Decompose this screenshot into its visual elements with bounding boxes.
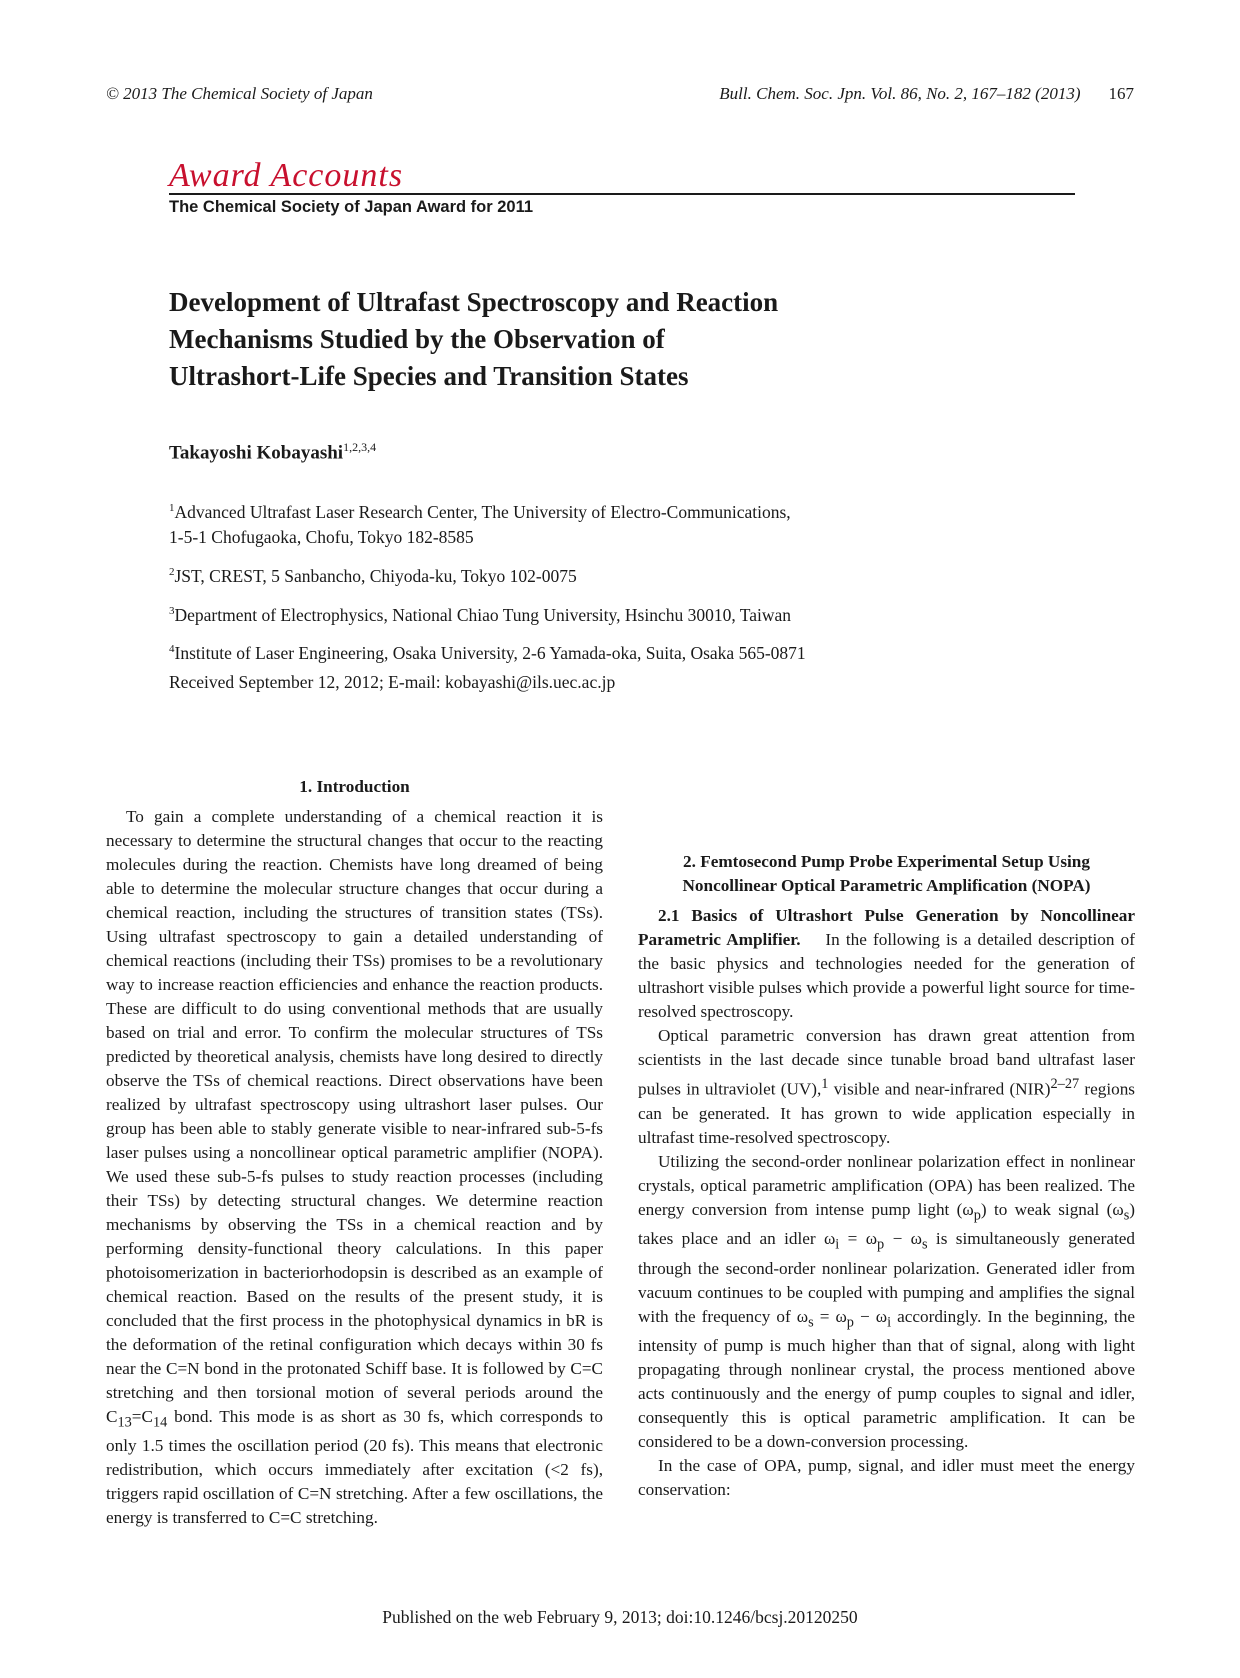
page-number: 167 xyxy=(1108,84,1134,103)
paragraph xyxy=(106,805,603,1530)
title-line: Mechanisms Studied by the Observation of xyxy=(169,324,665,354)
title-line: Development of Ultrafast Spectroscopy and Reaction xyxy=(169,287,779,317)
running-head xyxy=(106,84,1134,104)
affil-text: 1-5-1 Chofugaoka, Chofu, Tokyo 182-8585 xyxy=(169,526,474,547)
paragraph-text: regions can be generated. It has grown to wide application especially in ultrafast time-resolved spectroscopy. xyxy=(638,1079,1135,1147)
paragraph-text: accordingly. In the beginning, the intensity of pump is much higher than that of signal, along with light propagating through nonlinear crystal, the process mentioned above acts continuously and the energy of pump couples to signal and idler, consequently this is optical parametric amplification. It can be considered to be a down-conversion processing. xyxy=(638,1306,1135,1452)
subscript: 13 xyxy=(117,1414,132,1431)
subscript: p xyxy=(846,1314,854,1331)
affiliation xyxy=(169,560,1069,589)
author-affil-marks: 1,2,3,4 xyxy=(343,440,377,454)
paragraph-text: To gain a complete understanding of a chemical reaction it is necessary to determine the structural changes that occur to the reacting molecules during the reaction. Chemists have long dreamed of being able to determine the molecular structure changes that occur during a chemical reaction, including the structures of transition states (TSs). Using ultrafast spectroscopy to gain a detailed understanding of chemical reactions (including their TSs) promises to be a revolutionary way to increase reaction efficiencies and enhance the reaction products. These are difficult to do using conventional methods that are usually based on trial and error. To confirm the molecular structures of TSs predicted by theoretical analysis, chemists have long desired to directly observe the TSs of chemical reactions. Direct observations have been realized by ultrafast spectroscopy using ultrashort laser pulses. Our group has been able to stably generate visible to near-infrared sub-5-fs laser pulses using a noncollinear optical parametric amplifier (NOPA). We used these sub-5-fs pulses to study reaction processes (including their TSs) by detecting structural changes. We determine reaction mechanisms by observing the TSs in a chemical reaction and by performing density-functional theory calculations. In this paper photoisomerization in bacteriorhodopsin is described as an example of chemical reaction. Based on the results of the present study, it is concluded that the first process in the photophysical dynamics in bR is the deformation of the retinal configuration which decays within 30 fs near the C=N bond in the protonated Schiff base. It is followed by C=C stretching and then torsional motion of several periods around the C xyxy=(106,807,603,1426)
subscript: s xyxy=(921,1236,928,1253)
subscript: s xyxy=(808,1314,814,1331)
affiliation xyxy=(169,637,1069,666)
paragraph xyxy=(638,904,1135,1024)
affil-mark: 2 xyxy=(169,565,175,578)
section-heading-line: 2. Femtosecond Pump Probe Experimental Setup Using xyxy=(683,852,1090,871)
affiliation xyxy=(169,496,1069,550)
affil-text: Institute of Laser Engineering, Osaka University, 2-6 Yamada-oka, Suita, Osaka 565-0871 xyxy=(174,643,806,664)
reference-mark: 1 xyxy=(821,1076,829,1092)
affil-mark: 1 xyxy=(169,502,175,514)
award-subtitle: The Chemical Society of Japan Award for 2011 xyxy=(169,198,534,216)
paragraph-text: − ω xyxy=(884,1229,922,1249)
left-column xyxy=(106,763,603,1530)
paper-title xyxy=(169,284,929,395)
paragraph-text: = ω xyxy=(839,1229,878,1249)
paragraph-text: ) takes place and an idler ω xyxy=(638,1199,1135,1249)
subsection-heading: 2.1 Basics of Ultrashort Pulse Generation by Noncollinear Parametric Amplifier. xyxy=(638,906,1135,949)
section-heading xyxy=(638,850,1135,898)
paragraph: In the case of OPA, pump, signal, and idler must meet the energy conservation: xyxy=(638,1456,1135,1500)
subscript: p xyxy=(877,1236,885,1253)
received-line: Received September 12, 2012; E-mail: kobayashi@ils.uec.ac.jp xyxy=(169,672,616,692)
paragraph-text: is simultaneously generated through the second-order nonlinear polarization. Generated idler from vacuum continues to be coupled with pumping and amplifies the signal with the frequency of ω xyxy=(638,1229,1135,1326)
award-banner xyxy=(169,157,1075,217)
paragraph-text: Utilizing the second-order nonlinear polarization effect in nonlinear crystals, optical parametric amplification (OPA) has been realized. The energy conversion from intense pump light (ω xyxy=(638,1151,1135,1219)
subscript: i xyxy=(835,1236,840,1253)
paragraph-text: Optical parametric conversion has drawn great attention from scientists in the last decade since tunable broad band ultrafast laser pulses in ultraviolet (UV), xyxy=(638,1026,1135,1099)
affil-mark: 4 xyxy=(169,643,175,656)
paragraph-text: =C xyxy=(131,1407,153,1426)
affiliation xyxy=(169,599,1069,628)
affil-text: Advanced Ultrafast Laser Research Center, The University of Electro-Communications, xyxy=(174,501,791,522)
affiliations xyxy=(169,496,1069,676)
right-column xyxy=(638,762,1135,1502)
journal-citation: Bull. Chem. Soc. Jpn. Vol. 86, No. 2, 167–182 (2013) xyxy=(719,84,1081,103)
author xyxy=(169,440,376,464)
footer: Published on the web February 9, 2013; doi:10.1246/bcsj.20120250 xyxy=(382,1607,858,1627)
affil-mark: 3 xyxy=(169,604,175,617)
reference-mark: 2–27 xyxy=(1050,1076,1080,1092)
subscript: s xyxy=(1123,1207,1130,1224)
section-heading: 1. Introduction xyxy=(299,777,410,796)
title-line: Ultrashort-Life Species and Transition States xyxy=(169,361,689,391)
affil-text: Department of Electrophysics, National Chiao Tung University, Hsinchu 30010, Taiwan xyxy=(174,604,792,625)
journal-citation-group xyxy=(719,84,1134,104)
paragraph-text: ) to weak signal (ω xyxy=(980,1199,1124,1219)
paragraph-text: In the following is a detailed description of the basic physics and technologies needed for the generation of ultrashort visible pulses which provide a powerful light source for time-resolved spectroscopy. xyxy=(638,930,1135,1021)
award-title: Award Accounts xyxy=(169,160,1075,195)
paragraph-text: − ω xyxy=(853,1306,888,1326)
paragraph xyxy=(638,1024,1135,1150)
subscript: i xyxy=(887,1314,892,1331)
author-name: Takayoshi Kobayashi xyxy=(169,442,344,464)
subscript: p xyxy=(973,1207,981,1224)
paragraph-text: visible and near-infrared (NIR) xyxy=(828,1079,1051,1099)
subscript: 14 xyxy=(152,1414,168,1431)
paragraph-text: bond. This mode is as short as 30 fs, which corresponds to only 1.5 times the oscillation period (20 fs). This means that electronic redistribution, which occurs immediately after excitation (<2 fs), triggers rapid oscillation of C=N stretching. After a few oscillations, the energy is transferred to C=C stretching. xyxy=(106,1407,603,1528)
copyright-line: © 2013 The Chemical Society of Japan xyxy=(106,84,373,103)
paragraph-text: = ω xyxy=(813,1306,847,1326)
section-heading-line: Noncollinear Optical Parametric Amplification (NOPA) xyxy=(682,876,1091,895)
paragraph xyxy=(638,1150,1135,1454)
affil-text: JST, CREST, 5 Sanbancho, Chiyoda-ku, Tokyo 102-0075 xyxy=(174,565,577,586)
